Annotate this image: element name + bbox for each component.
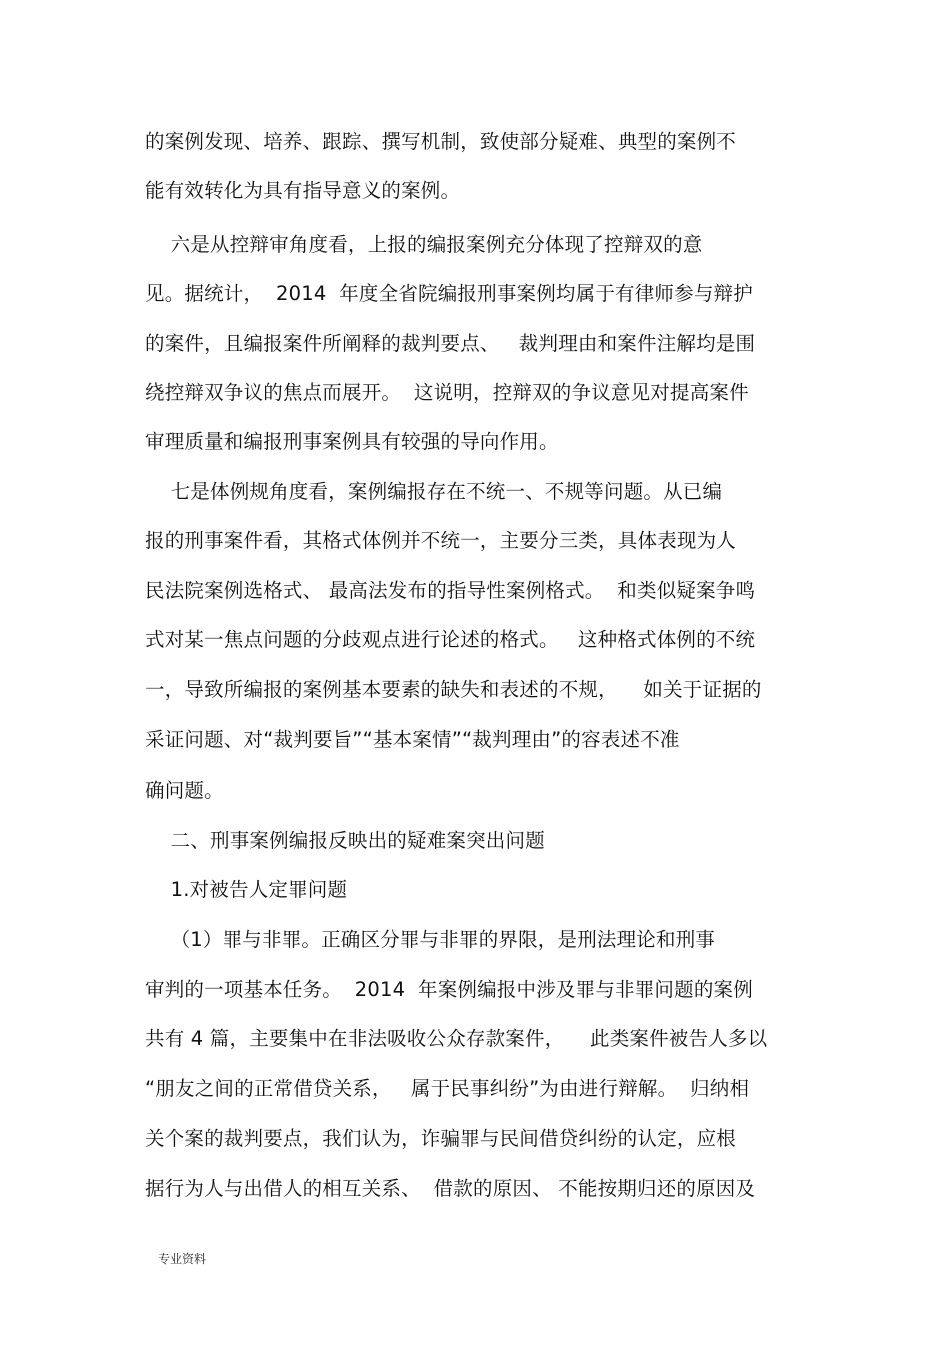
text-line: （1）罪与非罪。正确区分罪与非罪的界限，是刑法理论和刑事 [145, 928, 716, 951]
text-line: 一，导致所编报的案例基本要素的缺失和表述的不规， 如关于证据的 [145, 678, 762, 701]
text-line: “朋友之间的正常借贷关系， 属于民事纠纷”为由进行辩解。 归纳相 [145, 1077, 750, 1100]
text-line: 的案件，且编报案件所阐释的裁判要点、 裁判理由和案件注解均是围 [145, 332, 756, 355]
text-line: 共有 4 篇，主要集中在非法吸收公众存款案件， 此类案件被告人多以 [145, 1027, 768, 1050]
subsection-heading: 1.对被告人定罪问题 [145, 878, 348, 901]
text-line: 七是体例规角度看，案例编报存在不统一、不规等问题。从已编 [145, 480, 723, 503]
text-line: 采证问题、对“裁判要旨”“基本案情”“裁判理由”的容表述不准 [145, 728, 680, 751]
text-line: 民法院案例选格式、 最高法发布的指导性案例格式。 和类似疑案争鸣 [145, 579, 756, 602]
text-line: 报的刑事案件看，其格式体例并不统一，主要分三类，具体表现为人 [145, 529, 737, 552]
text-line: 据行为人与出借人的相互关系、 借款的原因、 不能按期归还的原因及 [145, 1177, 756, 1200]
text-line: 六是从控辩审角度看，上报的编报案例充分体现了控辩双的意 [145, 233, 703, 256]
text-line: 关个案的裁判要点，我们认为，诈骗罪与民间借贷纠纷的认定，应根 [145, 1127, 737, 1150]
text-line: 式对某一焦点问题的分歧观点进行论述的格式。 这种格式体例的不统 [145, 628, 756, 651]
text-line: 绕控辩双争议的焦点而展开。 这说明，控辩双的争议意见对提高案件 [145, 381, 749, 404]
text-line: 确问题。 [145, 779, 224, 802]
text-line: 见。据统计， 2014 年度全省院编报刑事案例均属于有律师参与辩护 [145, 282, 753, 305]
text-line: 审理质量和编报刑事案例具有较强的导向作用。 [145, 430, 559, 453]
text-line: 的案例发现、培养、跟踪、撰写机制，致使部分疑难、典型的案例不 [145, 130, 737, 153]
text-line: 能有效转化为具有指导意义的案例。 [145, 179, 461, 202]
section-heading: 二、刑事案例编报反映出的疑难案突出问题 [145, 829, 545, 852]
text-line: 审判的一项基本任务。 2014 年案例编报中涉及罪与非罪问题的案例 [145, 978, 753, 1001]
page-footer: 专业资料 [158, 1252, 207, 1266]
